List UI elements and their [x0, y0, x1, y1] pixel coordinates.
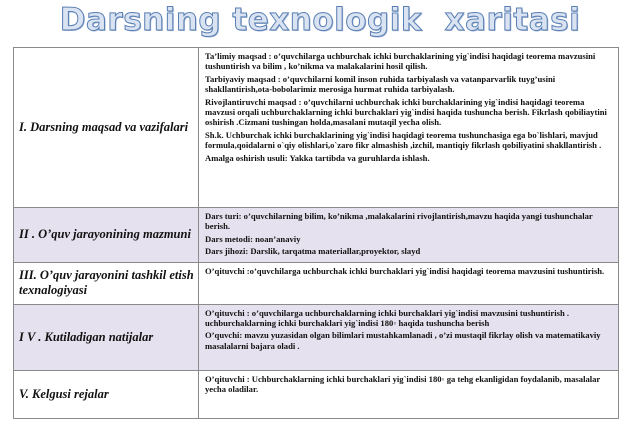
row-content	[199, 370, 619, 418]
content-paragraph: O’qituvchi :o’quvchilarga uchburchak ichki burchaklari yig`indisi haqidagi teorema mavzusini tushuntirish.	[205, 265, 605, 276]
content-paragraph: O’qituvchi : o’quvchilarga uchburchaklarning ichki burchaklari yig`indisi mavzusini tushuntirish . uchburchaklarning ichki burchaklari yig`indisi 180◦ haqida tushuncha berish	[205, 307, 570, 329]
content-paragraph: Ta’limiy maqsad : o’quvchilarga uchburchak ichki burchaklarining yig`indisi haqidagi teorema mavzusini tushuntirish va bilim , ko’nikma va malakalarini hosil qilish.	[205, 51, 596, 72]
page-title: Darsning texnologik xaritasi	[59, 2, 581, 38]
table-row	[14, 48, 619, 208]
content-paragraph: O’qituvchi : Uchburchaklarning ichki burchaklari yig`indisi 180◦ ga tehg ekanligidan foydalanib, masalalar yecha oladilar.	[205, 373, 601, 395]
row-content	[199, 208, 619, 263]
table-row	[14, 304, 619, 370]
row-label: I V . Kutiladigan natijalar	[14, 304, 199, 370]
content-paragraph: Tarbiyaviy maqsad : o’quvchilarni komil inson ruhida tarbiyalash va vatanparvarlik tuyg’usini shakllantirish,ota-bobolarimiz merosiga hurmat ruhida tarbiyalash.	[205, 73, 556, 95]
content-paragraph: Sh.k. Uchburchak ichki burchaklarining yig`indisi haqidagi teorema tushunchasiga ega bo`lishlari, mavjud formula,qoidalarni o`qiy olishlari,o`zaro fikr almashish ,izchil, mantiqiy fikrlash qobiliyatini shakllantirish .	[205, 129, 602, 151]
row-label: III. O’quv jarayonini tashkil etish texnalogiyasi	[14, 262, 199, 304]
content-paragraph: Rivojlantiruvchi maqsad : o’quvchilarni uchburchak ichki burchaklarining yig`indisi haqidagi teorema mavzusi orqali uchburchaklarning ichki burchaklari yig`indisi haqida tushuncha berish. Fikrlash qobiliaytini oshirish .Cizmani tushingan holda,masalani mutaqil yecha olish.	[205, 96, 607, 128]
content-paragraph: Dars turi: o’quvchilarning bilim, ko’nikma ,malakalarini rivojlantirish,mavzu haqida yangi tushunchalar berish.	[205, 211, 593, 232]
row-content	[199, 304, 619, 370]
row-content	[199, 48, 619, 208]
table-row	[14, 208, 619, 263]
row-label: I. Darsning maqsad va vazifalari	[14, 48, 199, 208]
row-content	[199, 262, 619, 304]
content-paragraph: Amalga oshirish usuli: Yakka tartibda va guruhlarda ishlash.	[205, 152, 430, 163]
row-label: V. Kelgusi rejalar	[14, 370, 199, 418]
content-paragraph: Dars jihozi: Darslik, tarqatma materiallar,proyektor, slayd	[205, 246, 421, 257]
lesson-plan-table	[13, 47, 619, 419]
table-row	[14, 262, 619, 304]
content-paragraph: Dars metodi: noan’anaviy	[205, 233, 301, 244]
row-label: II . O’quv jarayonining mazmuni	[14, 208, 199, 263]
table-row	[14, 370, 619, 418]
content-paragraph: O’quvchi: mavzu yuzasidan olgan bilimlari mustahkamlanadi , o’zi mustaqil fikrlay olish va matematikaviy masalalarni bajara oladi .	[205, 330, 601, 351]
